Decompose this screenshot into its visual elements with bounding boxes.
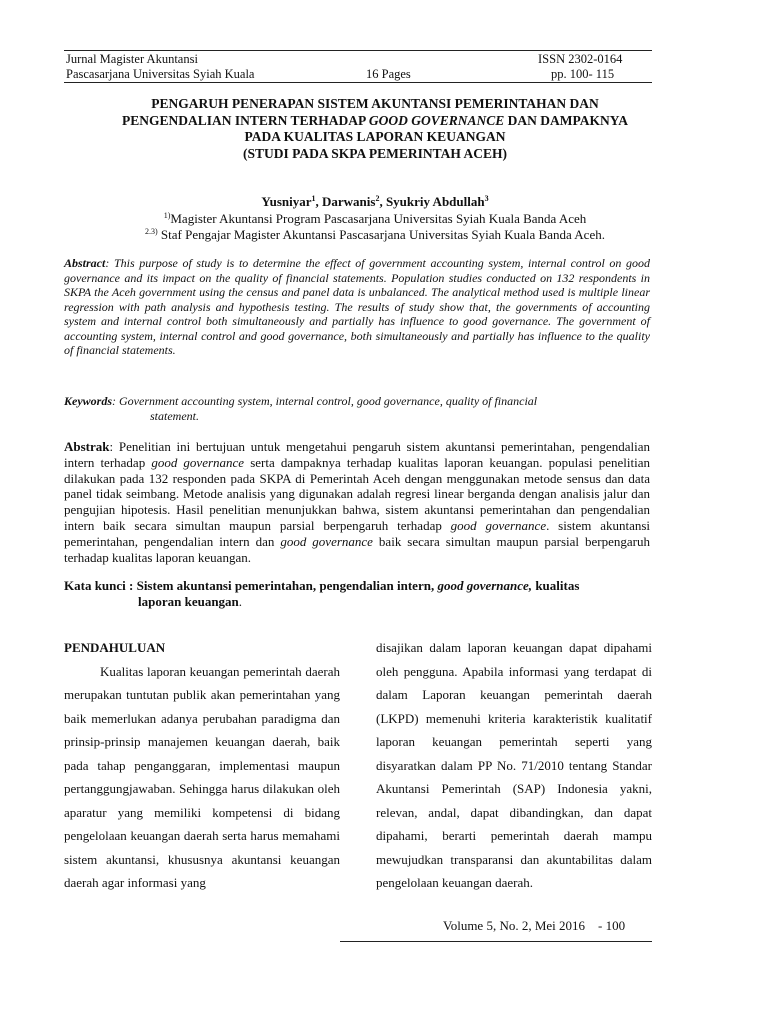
journal-name: Jurnal Magister Akuntansi	[66, 52, 198, 66]
section-title: PENDAHULUAN	[64, 640, 166, 655]
page-range: pp. 100- 115	[551, 67, 615, 81]
affiliation-2: $^{2.3)}$ Staf Pengajar Magister Akuntansi Pascasarjana Universitas Syiah Kuala Banda Aceh.	[145, 227, 605, 242]
university-name: Pascasarjana Universitas Syiah Kuala	[66, 67, 255, 81]
title-line-2: PENGENDALIAN INTERN TERHADAP GOOD GOVERNANCE DAN DAMPAKNYA	[121, 112, 629, 128]
footer-rule	[340, 941, 652, 942]
issn: ISSN 2302-0164	[538, 52, 623, 66]
title-line-1: PENGARUH PENERAPAN SISTEM AKUNTANSI PEMERINTAHAN DAN	[151, 96, 599, 111]
intro-paragraph-left: Kualitas laporan keuangan pemerintah daerah merupakan tuntutan publik akan pemerintahan yang baik memerlukan adanya perubahan paradigma dan prinsip-prinsip manajemen keuangan daerah, baik pada tahap penganggaran, implementasi maupun pertanggungjawaban. Sehingga harus dilakukan oleh aparatur yang memiliki kompetensi di bidang pengelolaan keuangan daerah serta harus memahami sistem akuntansi, khususnya akuntansi keuangan daerah agar informasi yang	[64, 663, 340, 890]
kata-kunci: Kata kunci : Sistem akuntansi pemerintahan, pengendalian intern, good governance, kualitas	[64, 578, 580, 593]
body-column-left	[64, 636, 340, 895]
kata-kunci-continuation: laporan keuangan.	[138, 594, 243, 609]
abstract-text: : This purpose of study is to determine the effect of government accounting system, internal control on good governance and its impact on the quality of financial statements. Population studies conducted on 132 respondents in SKPA the Aceh government using the census and panel data is unbalanced. The analytical method used is multiple linear regression with path analysis and hypothesis testing. The results of study show that, the governments of accounting system and internal control both simultaneously and partially has influence to good governance. The government of accounting system, internal control and good governance, both simultaneously and partially has influence to the quality of financial statements.	[64, 256, 650, 357]
page-number: - 100	[598, 918, 626, 933]
header-rule-bottom	[64, 82, 652, 83]
author-list: Yusniyar$^1$, Darwanis$^2$, Syukriy Abdullah$^3$	[261, 194, 489, 209]
title-line-3: PADA KUALITAS LAPORAN KEUANGAN	[244, 129, 506, 144]
header-rule-top	[64, 50, 652, 51]
affiliation-1: $^{1)}$Magister Akuntansi Program Pascasarjana Universitas Syiah Kuala Banda Aceh	[163, 211, 587, 226]
abstract-english	[64, 256, 650, 358]
pages-count: 16 Pages	[366, 67, 411, 81]
keywords-continuation: statement.	[150, 409, 199, 423]
body-column-right	[376, 636, 652, 895]
abstrak-indonesian: Abstrak: Penelitian ini bertujuan untuk mengetahui pengaruh sistem akuntansi pemerintahan, pengendalian intern terhadap good governance serta dampaknya terhadap kualitas laporan keuangan. populasi penelitian dilakukan pada 132 responden pada SKPA di Pemerintah Aceh dengan menggunakan metode sensus dan data panel tidak seimbang. Metode analisis yang digunakan adalah regresi linear berganda dengan analisis jalur dan pengujian hipotesis. Hasil penelitian menunjukkan bahwa, sistem akuntansi pemerintahan dan pengendalian intern baik secara simultan maupun parsial berpengaruh terhadap good governance. sistem akuntansi pemerintahan, pengendalian intern dan good governance baik secara simultan maupun parsial berpengaruh terhadap kualitas laporan keuangan.	[64, 439, 651, 565]
abstract-label: Abstract	[64, 256, 106, 270]
keywords: Keywords: Government accounting system, internal control, good governance, quality of financial	[64, 394, 538, 408]
title-line-4: (STUDI PADA SKPA PEMERINTAH ACEH)	[242, 145, 508, 161]
intro-paragraph-right: disajikan dalam laporan keuangan dapat dipahami oleh pengguna. Apabila informasi yang terdapat di dalam Laporan keuangan pemerintah daerah (LKPD) memenuhi kriteria karakteristik kualitatif laporan keuangan pemerintah seperti yang disyaratkan dalam PP No. 71/2010 tentang Standar Akuntansi Pemerintah (SAP) Indonesia yakni, relevan, andal, dapat dibandingkan, dan dapat dipahami, berarti pemerintah daerah mampu mewujudkan transparansi dan akuntabilitas dalam pengelolaan keuangan daerah.	[376, 640, 652, 890]
paper-title	[64, 96, 686, 162]
footer-volume: Volume 5, No. 2, Mei 2016 - 100	[443, 918, 626, 933]
